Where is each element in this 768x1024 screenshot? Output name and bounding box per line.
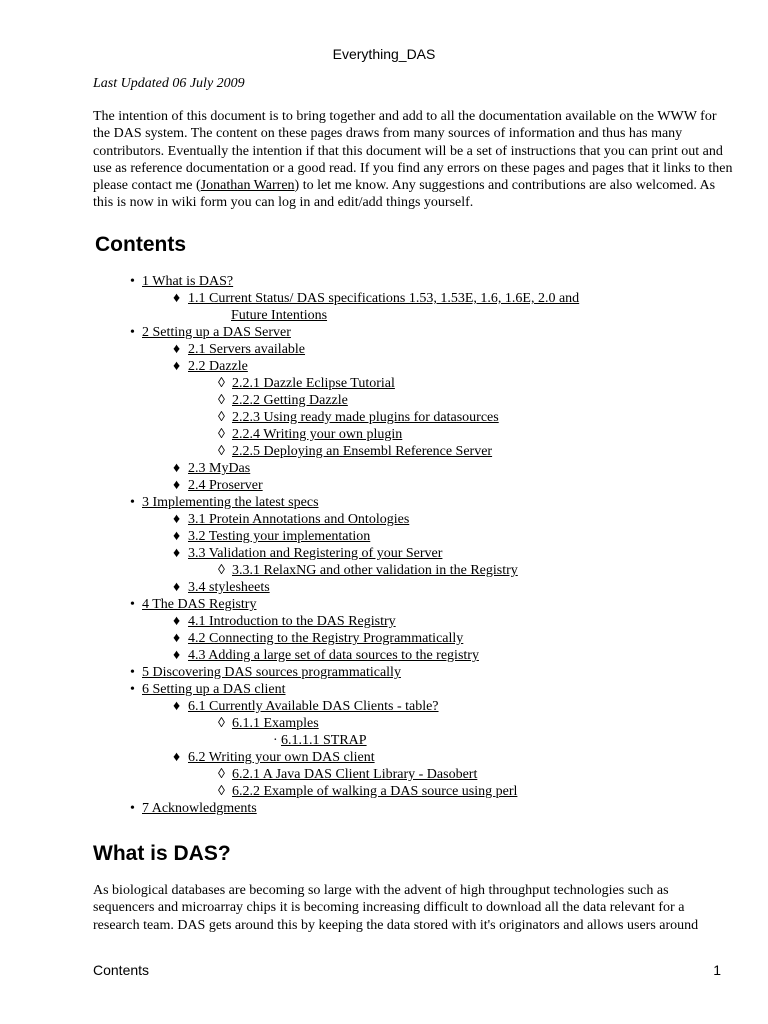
diamond-bullet-icon: ♦: [173, 342, 181, 357]
table-of-contents: [130, 273, 650, 817]
toc-link-2-1[interactable]: 2.1 Servers available: [188, 342, 306, 357]
diamond-bullet-icon: ♦: [173, 461, 181, 476]
page-number: 1: [713, 962, 721, 978]
toc-item: [130, 358, 650, 375]
footer-section-label: Contents: [93, 962, 150, 978]
toc-item: [130, 562, 650, 579]
toc-item: [130, 681, 650, 698]
diamond-bullet-icon: ♦: [173, 580, 181, 595]
diamond-bullet-icon: ♦: [173, 291, 181, 306]
toc-item: [130, 749, 650, 766]
intro-paragraph: [93, 108, 733, 212]
lozenge-bullet-icon: ◊: [218, 716, 225, 731]
diamond-bullet-icon: ♦: [173, 512, 181, 527]
document-title: Everything_DAS: [332, 46, 436, 62]
section-heading-what-is-das: What is DAS?: [93, 842, 231, 865]
toc-link-4[interactable]: 4 The DAS Registry: [142, 597, 257, 612]
toc-item: [130, 477, 650, 494]
toc-link-3-3[interactable]: 3.3 Validation and Registering of your Server: [188, 546, 443, 561]
diamond-bullet-icon: ♦: [173, 546, 181, 561]
bullet-icon: •: [130, 801, 135, 816]
toc-item: [130, 783, 650, 800]
toc-link-1-1[interactable]: 1.1 Current Status/ DAS specifications 1.53, 1.53E, 1.6, 1.6E, 2.0 and: [188, 291, 580, 306]
toc-link-2-3[interactable]: 2.3 MyDas: [188, 461, 251, 476]
toc-link-6-2[interactable]: 6.2 Writing your own DAS client: [188, 750, 375, 765]
toc-link-6-1[interactable]: 6.1 Currently Available DAS Clients - table?: [188, 699, 439, 714]
lozenge-bullet-icon: ◊: [218, 444, 225, 459]
bullet-icon: •: [130, 597, 135, 612]
diamond-bullet-icon: ♦: [173, 631, 181, 646]
lozenge-bullet-icon: ◊: [218, 393, 225, 408]
toc-link-6-2-2[interactable]: 6.2.2 Example of walking a DAS source using perl: [232, 784, 518, 799]
toc-link-6-1-1[interactable]: 6.1.1 Examples: [232, 716, 319, 731]
toc-item: [130, 647, 650, 664]
toc-item: [130, 715, 650, 732]
bullet-icon: •: [130, 325, 135, 340]
lozenge-bullet-icon: ◊: [218, 376, 225, 391]
toc-item: [130, 596, 650, 613]
toc-link-2-2-1[interactable]: 2.2.1 Dazzle Eclipse Tutorial: [232, 376, 395, 391]
diamond-bullet-icon: ♦: [173, 529, 181, 544]
intro-text-2: ) to let me know. Any suggestions and contributions are also welcomed. As this is now in wiki form you can log in and edit/add things yourself.: [93, 178, 716, 211]
toc-item: [130, 732, 650, 749]
bullet-icon: •: [130, 274, 135, 289]
toc-item: [130, 511, 650, 528]
toc-item: [130, 698, 650, 715]
section-paragraph: As biological databases are becoming so large with the advent of high throughput technologies such as sequencers and microarray chips it is becoming increasing difficult to download all the data relevant for a research team. DAS gets around this by keeping the data stored with it's originators and allows users around: [93, 883, 699, 933]
toc-item: [130, 273, 650, 290]
lozenge-bullet-icon: ◊: [218, 767, 225, 782]
lozenge-bullet-icon: ◊: [218, 563, 225, 578]
lozenge-bullet-icon: ◊: [218, 410, 225, 425]
toc-item: [130, 545, 650, 562]
toc-item: [130, 375, 650, 392]
toc-link-2-4[interactable]: 2.4 Proserver: [188, 478, 263, 493]
toc-link-3-4[interactable]: 3.4 stylesheets: [188, 580, 270, 595]
toc-item: [130, 392, 650, 409]
toc-link-2-2[interactable]: 2.2 Dazzle: [188, 359, 248, 374]
diamond-bullet-icon: ♦: [173, 750, 181, 765]
toc-link-2-2-4[interactable]: 2.2.4 Writing your own plugin: [232, 427, 403, 442]
toc-item: [130, 613, 650, 630]
diamond-bullet-icon: ♦: [173, 614, 181, 629]
toc-link-6-1-1-1[interactable]: 6.1.1.1 STRAP: [281, 733, 367, 748]
diamond-bullet-icon: ♦: [173, 478, 181, 493]
toc-item: [130, 494, 650, 511]
bullet-icon: •: [130, 682, 135, 697]
toc-link-4-3[interactable]: 4.3 Adding a large set of data sources to the registry: [188, 648, 479, 663]
toc-link-2-2-5[interactable]: 2.2.5 Deploying an Ensembl Reference Server: [232, 444, 493, 459]
toc-link-3-2[interactable]: 3.2 Testing your implementation: [188, 529, 371, 544]
toc-link-6[interactable]: 6 Setting up a DAS client: [142, 682, 286, 697]
toc-item: [130, 766, 650, 783]
toc-item: [130, 290, 650, 324]
toc-link-6-2-1[interactable]: 6.2.1 A Java DAS Client Library - Dasobert: [232, 767, 478, 782]
toc-link-5[interactable]: 5 Discovering DAS sources programmatically: [142, 665, 401, 680]
toc-link-3-1[interactable]: 3.1 Protein Annotations and Ontologies: [188, 512, 410, 527]
toc-item: [130, 460, 650, 477]
diamond-bullet-icon: ♦: [173, 648, 181, 663]
toc-link-3-3-1[interactable]: 3.3.1 RelaxNG and other validation in the Registry: [232, 563, 518, 578]
last-updated-note: Last Updated 06 July 2009: [93, 76, 245, 91]
toc-link-2-2-3[interactable]: 2.2.3 Using ready made plugins for datasources: [232, 410, 499, 425]
toc-item: [130, 664, 650, 681]
toc-item: [130, 341, 650, 358]
toc-item: [130, 800, 650, 817]
toc-item: [130, 426, 650, 443]
toc-link-2[interactable]: 2 Setting up a DAS Server: [142, 325, 291, 340]
intro-text-1: The intention of this document is to bring together and add to all the documentation available on the WWW for the DAS system. The content on these pages draws from many sources of information and thus has many contributors. Eventually the intention if that this document will be a set of instructions that you can print out and use as reference documentation or a good read. If you find any errors on these pages and pages that it links to then please contact me (: [93, 109, 733, 194]
toc-link-3[interactable]: 3 Implementing the latest specs: [142, 495, 319, 510]
bullet-icon: •: [130, 495, 135, 510]
dot-bullet-icon: ·: [273, 733, 278, 748]
toc-item: [130, 630, 650, 647]
diamond-bullet-icon: ♦: [173, 699, 181, 714]
toc-item: [130, 443, 650, 460]
contents-heading: Contents: [95, 233, 186, 256]
toc-link-2-2-2[interactable]: 2.2.2 Getting Dazzle: [232, 393, 348, 408]
toc-link-4-1[interactable]: 4.1 Introduction to the DAS Registry: [188, 614, 396, 629]
diamond-bullet-icon: ♦: [173, 359, 181, 374]
contact-link[interactable]: Jonathan Warren: [200, 178, 295, 194]
toc-item: [130, 324, 650, 341]
toc-item: [130, 409, 650, 426]
toc-link-1[interactable]: 1 What is DAS?: [142, 274, 234, 289]
toc-item: [130, 528, 650, 545]
toc-link-4-2[interactable]: 4.2 Connecting to the Registry Programmatically: [188, 631, 464, 646]
lozenge-bullet-icon: ◊: [218, 427, 225, 442]
lozenge-bullet-icon: ◊: [218, 784, 225, 799]
toc-link-1-1-cont[interactable]: Future Intentions: [231, 308, 328, 323]
toc-item: [130, 579, 650, 596]
toc-link-7[interactable]: 7 Acknowledgments: [142, 801, 257, 816]
bullet-icon: •: [130, 665, 135, 680]
